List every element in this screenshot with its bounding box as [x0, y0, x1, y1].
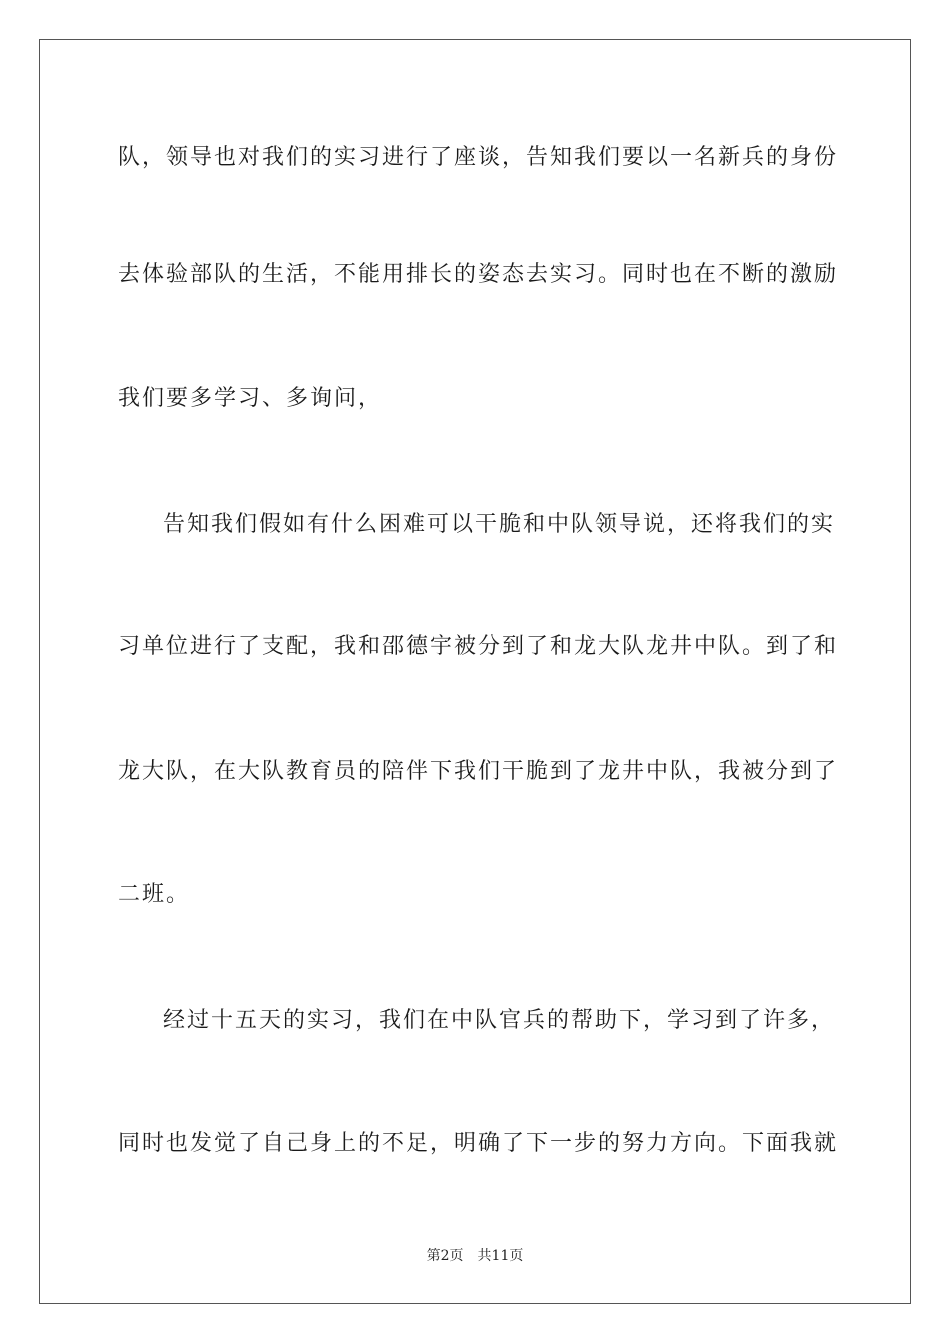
- paragraph-line: 同时也发觉了自己身上的不足，明确了下一步的努力方向。下面我就: [118, 1131, 839, 1156]
- paragraph-line: 龙大队，在大队教育员的陪伴下我们干脆到了龙井中队，我被分到了: [118, 759, 839, 784]
- page-total: 共11页: [477, 1248, 524, 1264]
- paragraph-line: 告知我们假如有什么困难可以干脆和中队领导说，还将我们的实: [163, 512, 836, 537]
- page-border: [39, 39, 911, 1304]
- paragraph-line: 去体验部队的生活，不能用排长的姿态去实习。同时也在不断的激励: [118, 262, 839, 287]
- paragraph-line: 二班。: [118, 882, 191, 907]
- paragraph-line: 队，领导也对我们的实习进行了座谈，告知我们要以一名新兵的身份: [118, 145, 839, 170]
- paragraph-line: 我们要多学习、多询问，: [118, 386, 383, 411]
- page-number: 第2页: [426, 1248, 464, 1264]
- paragraph-line: 经过十五天的实习，我们在中队官兵的帮助下，学习到了许多，: [163, 1008, 836, 1033]
- page-footer: [0, 1247, 950, 1265]
- paragraph-line: 习单位进行了支配，我和邵德宇被分到了和龙大队龙井中队。到了和: [118, 634, 839, 659]
